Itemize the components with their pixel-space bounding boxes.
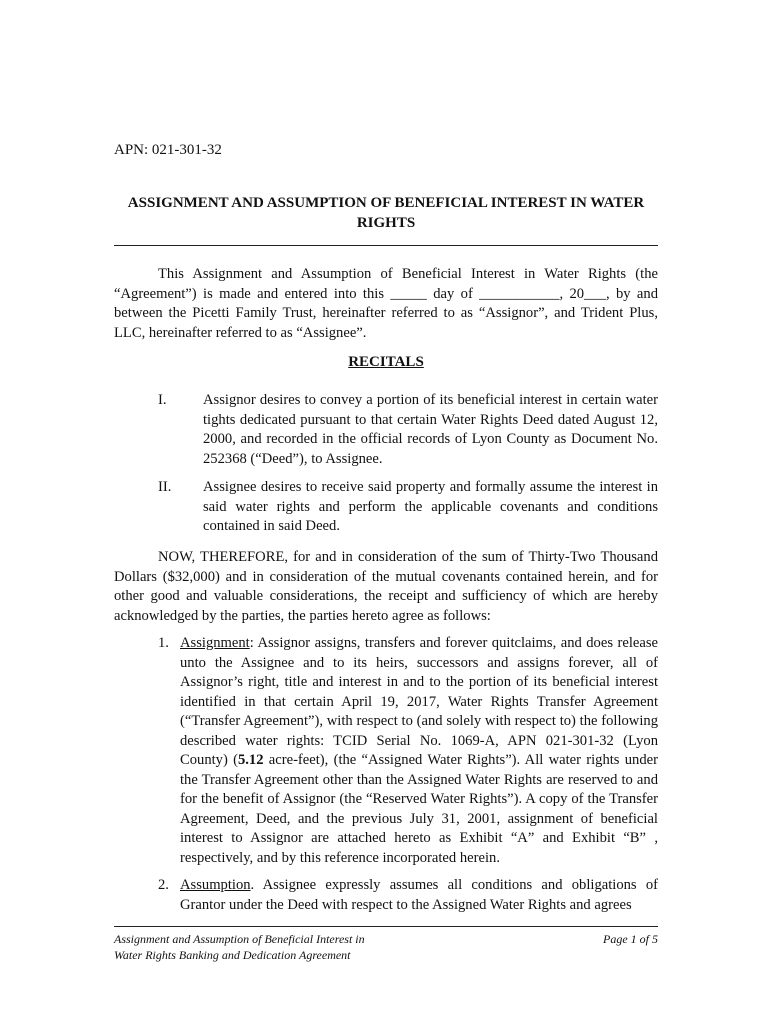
section-text: acre-feet), (the “Assigned Water Rights”). All water rights under the Transfer Agreement other than the Assigned Water Rights are reserved to and for the benefit of Assignor (the “Reserved Water Rights”). A copy of the Transfer Agreement, Deed, and the previous July 31, 2001, assignment of beneficial interest to Assignor are attached hereto as Exhibit “A” and Exhibit “B” , respectively, and by this reference incorporated herein. (180, 752, 658, 866)
recital-number: II. (158, 479, 172, 495)
recital-number: I. (158, 392, 167, 408)
recital-text: Assignee desires to receive said property and formally assume the interest in said water rights and perform the applicable covenants and conditions contained in said Deed. (203, 479, 658, 534)
footer-line: Water Rights Banking and Dedication Agreement (114, 948, 351, 962)
intro-paragraph: This Assignment and Assumption of Beneficial Interest in Water Rights (the “Agreement”) is made and entered into this _____ day of ___________, 20___, by and between the Picetti Family Trust, hereinafter referred to as “Assignor”, and Trident Plus, LLC, hereinafter referred to as “Assignee”. (114, 266, 658, 341)
section-heading: Assumption (180, 877, 251, 893)
acre-feet-value: 5.12 (237, 752, 264, 768)
recitals-heading: RECITALS (348, 354, 424, 370)
footer-divider (114, 926, 658, 927)
section-assumption (180, 876, 658, 915)
section-heading: Assignment (180, 635, 250, 651)
section-assignment (180, 634, 658, 868)
section-number: 1. (158, 635, 169, 651)
section-number: 2. (158, 877, 169, 893)
title-divider (114, 245, 658, 246)
section-text: . Assignee expressly assumes all conditions and obligations of Grantor under the Deed with respect to the Assigned Water Rights and agrees (180, 877, 658, 913)
document-title: ASSIGNMENT AND ASSUMPTION OF BENEFICIAL INTEREST IN WATER RIGHTS (127, 195, 645, 231)
footer-document-name (114, 931, 365, 963)
section-text: : Assignor assigns, transfers and forever quitclaims, and does release unto the Assignee and to its heirs, successors and assigns forever, all of Assignor’s right, title and interest in and to the portion of its beneficial interest identified in that certain April 19, 2017, Water Rights Transfer Agreement (“Transfer Agreement”), with respect to (and solely with respect to) the following described water rights: TCID Serial No. 1069-A, APN 021-301-32 (Lyon County) ( (180, 635, 658, 768)
page-number: Page 1 of 5 (603, 932, 658, 946)
footer-line: Assignment and Assumption of Beneficial Interest in (114, 932, 365, 946)
recital-text: Assignor desires to convey a portion of its beneficial interest in certain water tights dedicated pursuant to that certain Water Rights Deed dated August 12, 2000, and recorded in the official records of Lyon County as Document No. 252368 (“Deed”), to Assignee. (203, 392, 658, 467)
apn-number: APN: 021-301-32 (114, 142, 222, 158)
now-therefore-paragraph: NOW, THEREFORE, for and in consideration of the sum of Thirty-Two Thousand Dollars ($32,000) and in consideration of the mutual covenants contained herein, and for other good and valuable considerations, the receipt and sufficiency of which are hereby acknowledged by the parties, the parties hereto agree as follows: (114, 549, 658, 624)
